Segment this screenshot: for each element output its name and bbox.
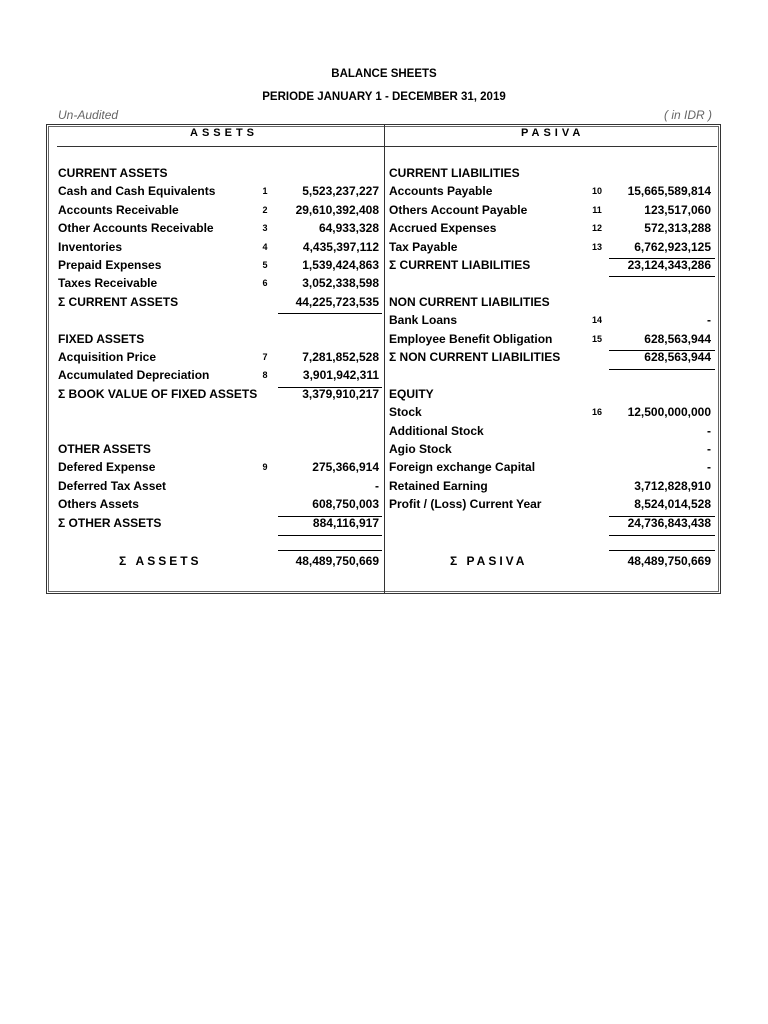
pasiva-row (47, 219, 720, 237)
note-number: 11 (592, 204, 602, 215)
pasiva-row (47, 330, 720, 348)
line-item-amount: - (707, 460, 711, 475)
line-item-label: Accumulated Depreciation (58, 368, 210, 383)
report-title: BALANCE SHEETS (331, 68, 437, 80)
line-item-amount: 15,665,589,814 (627, 184, 711, 199)
line-item-amount: 123,517,060 (644, 202, 711, 217)
total-rule (278, 550, 382, 551)
line-item-amount: 64,933,328 (318, 221, 379, 236)
note-number: 12 (591, 223, 602, 234)
note-number: 10 (591, 186, 602, 197)
line-item-label: Defered Expense (58, 460, 156, 475)
note-number: 9 (262, 462, 268, 473)
line-item-label: Accounts Receivable (58, 202, 179, 217)
line-item-amount: 608,750,003 (312, 497, 379, 512)
line-item-label: Other Accounts Receivable (58, 221, 214, 236)
pasiva-row (47, 182, 720, 200)
note-number: 3 (262, 223, 268, 234)
line-item-amount: - (375, 478, 379, 493)
line-item-label: CURRENT LIABILITIES (389, 166, 520, 180)
subtotal-rule (609, 369, 715, 370)
pasiva-row (47, 201, 720, 219)
line-item-amount: 628,563,944 (644, 350, 711, 364)
line-item-amount: 275,366,914 (312, 460, 379, 475)
note-number: 7 (262, 352, 268, 362)
line-item-label: Foreign exchange Capital (389, 460, 536, 475)
audit-status: Un-Audited (58, 108, 119, 122)
line-item-label: Σ NON CURRENT LIABILITIES (389, 350, 561, 364)
note-number: 13 (591, 241, 602, 252)
line-item-amount: 3,901,942,311 (302, 368, 379, 383)
line-item-amount: 7,281,852,528 (302, 350, 379, 364)
line-item-label: CURRENT ASSETS (58, 166, 168, 180)
line-item-amount: 628,563,944 (644, 331, 711, 346)
line-item-label: OTHER ASSETS (58, 442, 151, 456)
total-assets-label: Σ ASSETS (119, 554, 202, 568)
subtotal-rule (278, 516, 382, 517)
subtotal-rule (609, 350, 715, 351)
line-item-label: Employee Benefit Obligation (389, 331, 553, 346)
subtotal-rule (609, 516, 715, 517)
line-item-amount: 6,762,923,125 (634, 239, 711, 254)
pasiva-row (47, 164, 720, 182)
currency-note: ( in IDR ) (664, 108, 712, 122)
line-item-label: Acquisition Price (58, 350, 157, 364)
total-assets-amount: 48,489,750,669 (295, 554, 379, 568)
report-period: PERIODE JANUARY 1 - DECEMBER 31, 2019 (262, 91, 506, 103)
balance-sheet-table (46, 124, 721, 594)
note-number: 1 (262, 186, 268, 197)
line-item-label: Profit / (Loss) Current Year (389, 497, 542, 512)
line-item-label: EQUITY (389, 386, 434, 401)
line-item-label: Bank Loans (389, 313, 458, 328)
subtotal-rule (278, 313, 382, 314)
note-number: 16 (591, 407, 602, 418)
line-item-amount: 29,610,392,408 (295, 202, 379, 217)
pasiva-row (47, 440, 720, 458)
line-item-amount: 3,379,910,217 (302, 386, 379, 401)
pasiva-row (47, 495, 720, 513)
line-item-label: Inventories (58, 239, 123, 254)
line-item-label: Σ CURRENT ASSETS (58, 294, 179, 309)
line-item-label: Cash and Cash Equivalents (58, 184, 216, 199)
pasiva-row (47, 293, 720, 311)
pasiva-row (47, 238, 720, 256)
line-item-amount: 24,736,843,438 (627, 515, 711, 530)
subtotal-rule (609, 258, 715, 259)
line-item-label: Stock (389, 405, 422, 420)
line-item-label: Additional Stock (389, 423, 484, 438)
header-divider (57, 146, 717, 147)
line-item-amount: 5,523,237,227 (302, 184, 379, 199)
pasiva-row (47, 311, 720, 329)
pasiva-row (47, 477, 720, 495)
line-item-amount: 23,124,343,286 (627, 258, 711, 272)
line-item-label: Σ BOOK VALUE OF FIXED ASSETS (58, 386, 258, 401)
subtotal-rule (278, 535, 382, 536)
line-item-amount: - (707, 442, 711, 456)
line-item-label: Others Account Payable (389, 202, 528, 217)
line-item-amount: - (707, 313, 711, 328)
line-item-amount: 1,539,424,863 (302, 258, 379, 272)
pasiva-row (47, 458, 720, 476)
line-item-label: Accrued Expenses (389, 221, 497, 236)
line-item-label: Σ OTHER ASSETS (58, 515, 162, 530)
subtotal-rule (278, 387, 382, 388)
line-item-label: Tax Payable (389, 239, 458, 254)
line-item-label: Deferred Tax Asset (58, 478, 167, 493)
line-item-amount: 4,435,397,112 (302, 239, 379, 254)
line-item-amount: 572,313,288 (644, 221, 711, 236)
pasiva-row (47, 422, 720, 440)
line-item-amount: 884,116,917 (312, 515, 379, 530)
line-item-label: Others Assets (58, 497, 139, 512)
note-number: 2 (262, 204, 268, 215)
line-item-amount: 3,712,828,910 (634, 478, 711, 493)
note-number: 4 (262, 241, 268, 252)
total-pasiva-amount: 48,489,750,669 (627, 554, 711, 568)
assets-column-header: ASSETS (190, 127, 259, 139)
note-number: 6 (262, 278, 268, 289)
pasiva-row (47, 403, 720, 421)
note-number: 8 (262, 370, 268, 381)
line-item-amount: 3,052,338,598 (302, 276, 379, 291)
subtotal-rule (609, 276, 715, 277)
line-item-amount: 44,225,723,535 (295, 294, 379, 309)
line-item-amount: - (707, 423, 711, 438)
line-item-label: Retained Earning (389, 478, 488, 493)
line-item-label: Σ CURRENT LIABILITIES (389, 258, 531, 272)
subtotal-rule (609, 535, 715, 536)
line-item-amount: 12,500,000,000 (627, 405, 711, 420)
pasiva-row (47, 274, 720, 292)
line-item-label: Agio Stock (389, 442, 452, 456)
line-item-label: FIXED ASSETS (58, 331, 145, 346)
total-rule (609, 550, 715, 551)
line-item-label: Taxes Receivable (58, 276, 158, 291)
line-item-label: NON CURRENT LIABILITIES (389, 294, 550, 309)
pasiva-column-header: PASIVA (521, 127, 585, 139)
total-pasiva-label: Σ PASIVA (450, 554, 528, 568)
line-item-label: Accounts Payable (389, 184, 493, 199)
note-number: 14 (591, 315, 602, 326)
note-number: 5 (262, 260, 268, 270)
line-item-label: Prepaid Expenses (58, 258, 162, 272)
note-number: 15 (591, 333, 602, 344)
pasiva-row (47, 385, 720, 403)
line-item-amount: 8,524,014,528 (634, 497, 711, 512)
